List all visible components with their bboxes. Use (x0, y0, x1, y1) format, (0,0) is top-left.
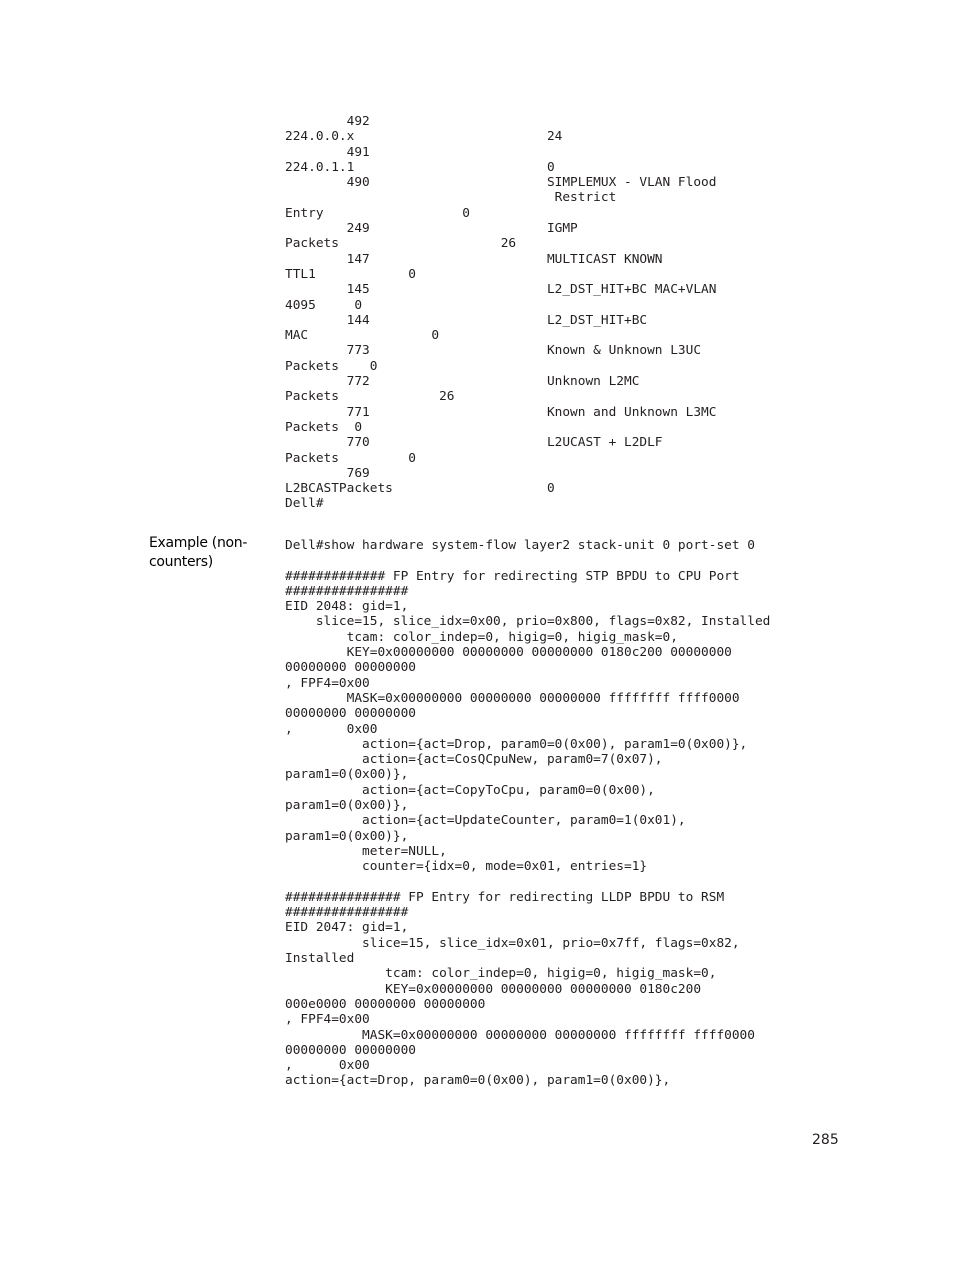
example-command-output: Dell#show hardware system-flow layer2 stack-unit 0 port-set 0 ############# FP Entry for redirecting STP BPDU to CPU Port ################ EID 2048: gid=1, slice=15, slice_idx=0x00, prio=0x800, flags=0x82, Installed tcam: color_indep=0, higig=0, higig_mask=0, KEY=0x00000000 00000000 00000000 0180c200 00000000 00000000 00000000 , FPF4=0x00 MASK=0x00000000 00000000 00000000 ffffffff ffff0000 00000000 00000000 , 0x00 action={act=Drop, param0=0(0x00), param1=0(0x00)}, action={act=CosQCpuNew, param0=7(0x07), param1=0(0x00)}, action={act=CopyToCpu, param0=0(0x00), param1=0(0x00)}, action={act=UpdateCounter, param0=1(0x01), param1=0(0x00)}, meter=NULL, counter={idx=0, mode=0x01, entries=1} ############### FP Entry for redirecting LLDP BPDU to RSM ################ EID 2047: gid=1, slice=15, slice_idx=0x01, prio=0x7ff, flags=0x82, Installed tcam: color_indep=0, higig=0, higig_mask=0, KEY=0x00000000 00000000 00000000 0180c200 000e0000 00000000 00000000 , FPF4=0x00 MASK=0x00000000 00000000 00000000 ffffffff ffff0000 00000000 00000000 , 0x00 action={act=Drop, param0=0(0x00), param1=0(0x00)}, (285, 538, 771, 1089)
page-number: 285 (812, 1132, 839, 1148)
command-output-continued: 492 224.0.0.x 24 491 224.0.1.1 0 490 SIMPLEMUX - VLAN Flood Restrict Entry 0 249 IGMP Packets 26 147 MULTICAST KNOWN TTL1 0 145 L2_DST_HIT+BC MAC+VLAN 4095 0 144 L2_DST_HIT+BC MAC 0 773 Known & Unknown L3UC Packets 0 772 Unknown L2MC Packets 26 771 Known and Unknown L3MC Packets 0 770 L2UCAST + L2DLF Packets 0 769 L2BCASTPackets 0 Dell# (285, 114, 717, 512)
example-heading: Example (non- counters) (149, 535, 248, 570)
